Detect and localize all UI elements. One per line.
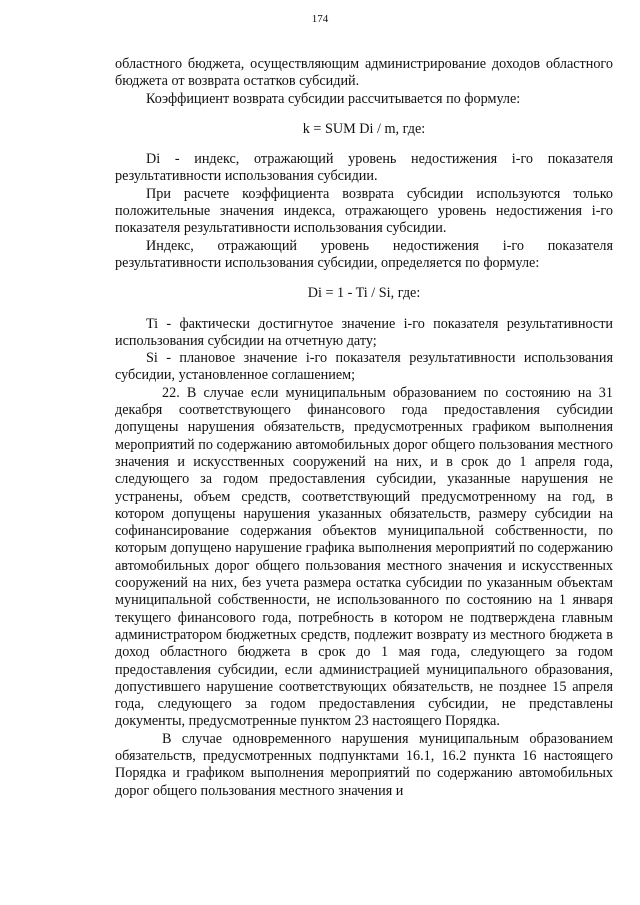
paragraph-clause-22: 22. В случае если муниципальным образованием по состоянию на 31 декабря соответствующего финансового года предоставления субсидии допущены нарушения обязательств, предусмотренных графиком выполнения мероприятий по содержанию автомобильных дорог общего пользования местного значения и искусственных сооружений на них, и в срок до 1 апреля года, следующего за годом предоставления субсидии, указанные нарушения не устранены, объем средств, соответствующий предусмотренному на год, в котором допущены нарушения указанных обязательств, размеру субсидии на софинансирование содержания объектов муниципальной собственности, по которым допущено нарушение графика выполнения мероприятий по содержанию автомобильных дорог общего пользования местного значения и искусственных сооружений на них, без учета размера остатка субсидии по указанным объектам муниципальной собственности, не использованного по состоянию на 1 января текущего финансового года, потребность в котором не подтверждена главным администратором бюджетных средств, подлежит возврату из местного бюджета в доход областного бюджета в срок до 1 мая года, следующего за годом предоставления субсидии, если администрацией муниципального образования, допустившего нарушение соответствующих обязательств, не позднее 15 апреля года, следующего за годом предоставления субсидии, не представлены документы, предусмотренные пунктом 23 настоящего Порядка.	[115, 384, 613, 730]
document-body	[115, 56, 613, 800]
paragraph-positive-values: При расчете коэффициента возврата субсидии используются только положительные значения индекса, отражающего уровень недостижения i-го показателя результативности использования субсидии.	[115, 185, 613, 237]
paragraph-di-definition: Di - индекс, отражающий уровень недостижения i-го показателя результативности использования субсидии.	[115, 151, 613, 185]
paragraph-si-definition: Si - плановое значение i-го показателя результативности использования субсидии, установленное соглашением;	[115, 350, 613, 384]
formula-index: Di = 1 - Ti / Si, где:	[307, 285, 421, 302]
paragraph-return-coefficient-intro: Коэффициент возврата субсидии рассчитывается по формуле:	[146, 90, 521, 107]
paragraph-index-formula-intro: Индекс, отражающий уровень недостижения i-го показателя результативности использования субсидии, определяется по формуле:	[115, 237, 613, 271]
paragraph-ti-definition: Ti - фактически достигнутое значение i-го показателя результативности использования субсидии на отчетную дату;	[115, 315, 613, 349]
paragraph-budget-continuation: областного бюджета, осуществляющим администрирование доходов областного бюджета от возврата остатков субсидий.	[115, 56, 613, 90]
formula-return-coefficient: k = SUM Di / m, где:	[302, 120, 426, 137]
paragraph-simultaneous-violation: В случае одновременного нарушения муниципальным образованием обязательств, предусмотренных подпунктами 16.1, 16.2 пункта 16 настоящего Порядка и графиком выполнения мероприятий по содержанию автомобильных дорог общего пользования местного значения и	[115, 730, 613, 799]
page-number: 174	[311, 13, 329, 25]
